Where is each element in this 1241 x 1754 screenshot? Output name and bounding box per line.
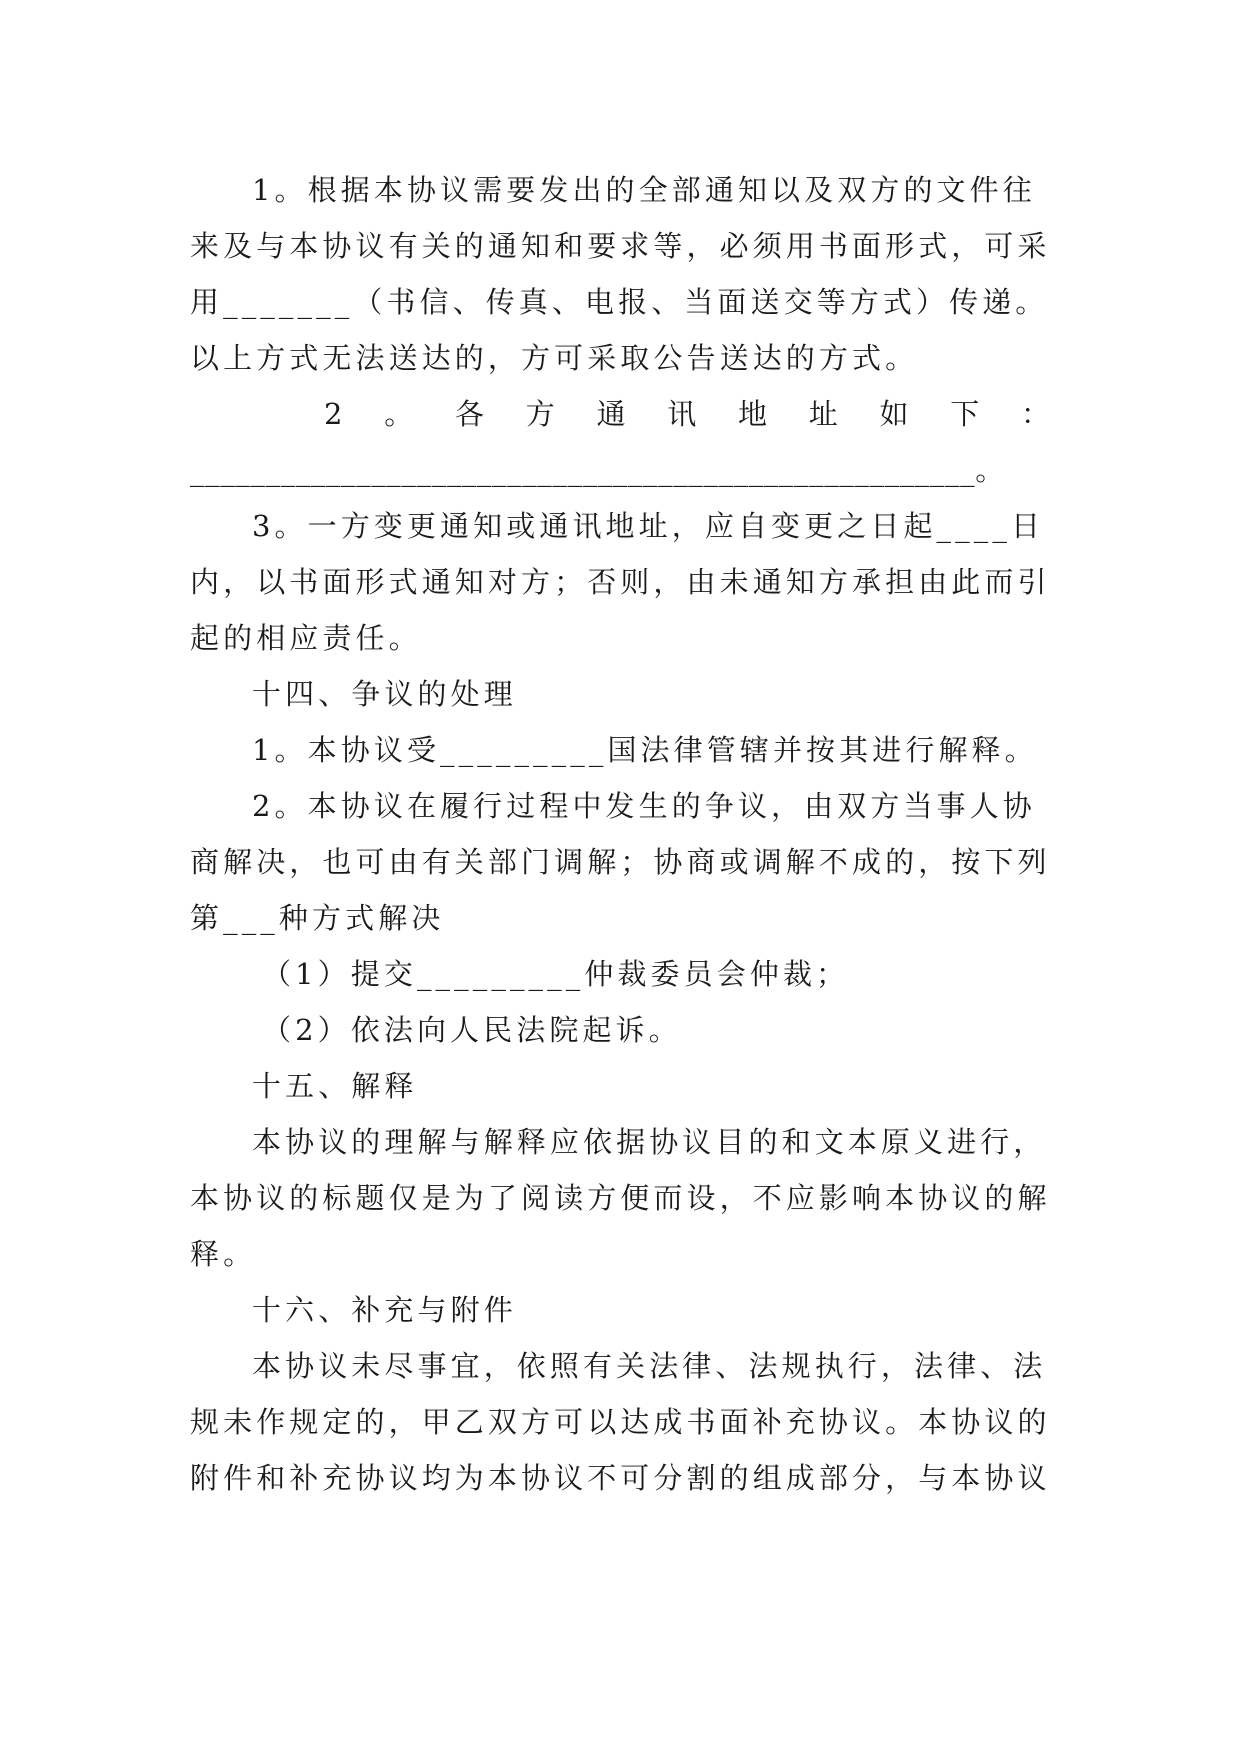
clause-14-2-line-3: 第___种方式解决 xyxy=(190,901,445,935)
clause-15-line-3: 释。 xyxy=(190,1237,257,1271)
clause-13-3-line-2: 内，以书面形式通知对方；否则，由未通知方承担由此而引 xyxy=(190,565,1051,599)
clause-16-line-3: 附件和补充协议均为本协议不可分割的组成部分，与本协议 xyxy=(190,1461,1051,1495)
clause-13-1-line-1: 1。根据本协议需要发出的全部通知以及双方的文件往 xyxy=(252,173,1036,207)
clause-15-line-2: 本协议的标题仅是为了阅读方便而设，不应影响本协议的解 xyxy=(190,1181,1051,1215)
clause-16-line-2: 规未作规定的，甲乙双方可以达成书面补充协议。本协议的 xyxy=(190,1405,1051,1439)
spread-char: 各 xyxy=(454,397,484,431)
clause-13-3-line-1: 3。一方变更通知或通讯地址，应自变更之日起____日 xyxy=(252,509,1045,543)
spread-char: 讯 xyxy=(667,397,697,431)
clause-16-line-1: 本协议未尽事宜，依照有关法律、法规执行，法律、法 xyxy=(252,1349,1047,1383)
clause-14-1: 1。本协议受_________国法律管辖并按其进行解释。 xyxy=(252,733,1038,767)
clause-14-2-option-1: （1）提交_________仲裁委员会仲裁； xyxy=(262,957,850,991)
clause-14-2-option-2: （2）依法向人民法院起诉。 xyxy=(262,1013,682,1047)
clause-13-1-line-2: 来及与本协议有关的通知和要求等，必须用书面形式，可采 xyxy=(190,229,1051,263)
clause-13-2-line-1 xyxy=(252,394,1050,434)
clause-13-2-address-blank: ____________________________________________________。 xyxy=(190,453,1005,487)
spread-char: 方 xyxy=(525,397,555,431)
clause-14-2-line-1: 2。本协议在履行过程中发生的争议，由双方当事人协 xyxy=(252,789,1036,823)
spread-char: ： xyxy=(1020,397,1050,431)
clause-15-line-1: 本协议的理解与解释应依据协议目的和文本原义进行， xyxy=(252,1125,1047,1159)
clause-13-1-line-3: 用_______（书信、传真、电报、当面送交等方式）传递。 xyxy=(190,285,1049,319)
spread-char: 通 xyxy=(596,397,626,431)
spread-char: 。 xyxy=(384,397,414,431)
section-heading-14: 十四、争议的处理 xyxy=(252,677,517,711)
clause-13-3-line-3: 起的相应责任。 xyxy=(190,621,422,655)
clause-13-1-line-4: 以上方式无法送达的，方可采取公告送达的方式。 xyxy=(190,341,919,375)
section-heading-15: 十五、解释 xyxy=(252,1069,418,1103)
spread-char: 2 xyxy=(324,397,343,431)
section-heading-16: 十六、补充与附件 xyxy=(252,1293,517,1327)
spread-char: 如 xyxy=(879,397,909,431)
clause-14-2-line-2: 商解决，也可由有关部门调解；协商或调解不成的，按下列 xyxy=(190,845,1051,879)
spread-char: 地 xyxy=(737,397,767,431)
spread-char: 址 xyxy=(808,397,838,431)
spread-char: 下 xyxy=(950,397,980,431)
